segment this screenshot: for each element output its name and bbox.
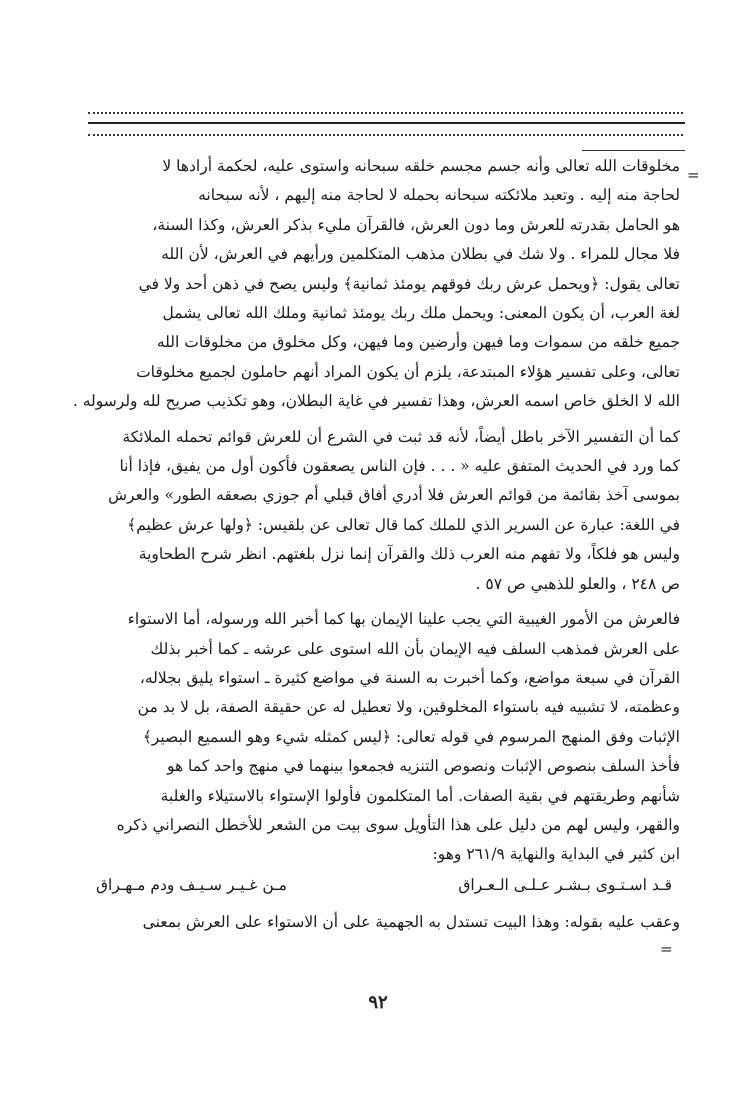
text-line: على العرش فمذهب السلف فيه الإيمان بأن الله استوى على عرشه ـ كما أخبر بذلك [150, 639, 680, 658]
header-solid-rule [88, 122, 685, 124]
paragraph-3 [56, 605, 680, 870]
paragraph-closing [56, 908, 680, 937]
text-line: فأخذ السلف بنصوص الإثبات ونصوص التنزيه فجمعوا بينهما في منهج واحد كما هو [166, 757, 680, 776]
text-line: فالعرش من الأمور الغيبية التي يجب علينا الإيمان بها كما أخبر الله ورسوله، أما الاستواء [127, 610, 680, 629]
continuation-mark-top: = [687, 166, 700, 184]
text-line: وليس هو فلكاً، ولا تفهم منه العرب ذلك والقرآن إنما نزل بلغتهم. انظر شرح الطحاوية [138, 545, 680, 564]
text-line: والقهر، وليس لهم من دليل على هذا التأويل سوى بيت من الشعر للأخطل النصراني ذكره [116, 815, 680, 834]
text-line: تعالى، وعلى تفسير هؤلاء المبتدعة، يلزم أن يكون المراد أنهم حاملون لجميع مخلوقات [136, 362, 680, 381]
text-line: في اللغة: عبارة عن السرير الذي للملك كما قال تعالى عن بلقيس: ﴿ولها عرش عظيم﴾ [127, 515, 680, 534]
verse-second-hemistich: مـن غـيـر سـيـف ودم مـهـراق [96, 875, 287, 894]
text-line: تعالى يقول: ﴿ويحمل عرش ربك فوقهم يومئذ ثمانية﴾ وليس يصح في ذهن أحد ولا في [138, 274, 680, 293]
text-line: جميع خلقه من سموات وما فيهن وأرضين وما فيهن، وكل مخلوق من مخلوقات الله [156, 333, 680, 352]
text-line: مخلوقات الله تعالى وأنه جسم مجسم خلقه سبحانه واستوى عليه، لحكمة أرادها لا [162, 157, 680, 175]
text-line: لغة العرب، أن يكون المعنى: ويحمل ملك ربك يومئذ ثمانية وملك الله تعالى يشمل [162, 304, 680, 323]
text-line: كما أن التفسير الآخر باطل أيضاً، لأنه قد ثبت في الشرع أن للعرش قوائم تحمله الملائكة [122, 427, 680, 446]
text-line: القرآن في سبعة مواضع، وكما أخبرت به السنة في مواضع كثيرة ـ استواء يليق بجلاله، [139, 668, 680, 687]
text-line: لحاجة منه إليه . وتعبد ملائكته سبحانه بحمله لا لحاجة منه إليهم ، لأنه سبحانه [198, 186, 680, 205]
poetry-verse [56, 870, 680, 900]
text-line: فلا مجال للمراء . ولا شك في بطلان مذهب المتكلمين ورأيهم في العرش، لأن الله [161, 245, 680, 264]
text-line: هو الحامل بقدرته للعرش وما دون العرش، فالقرآن مليء بذكر العرش، وكذا السنة، [152, 215, 680, 234]
page-number: ٩٢ [368, 992, 388, 1013]
text-line: الإثبات وفق المنهج المرسوم في قوله تعالى: ﴿ليس كمثله شيء وهو السميع البصير﴾ [142, 727, 680, 746]
paragraph-1 [56, 152, 680, 417]
footnote-separator-rule [582, 150, 685, 151]
text-line: الله لا الخلق خاص اسمه العرش، وهذا تفسير في غاية البطلان، وهو تكذيب صريح لله ولرسوله . [72, 392, 680, 411]
text-line: كما ورد في الحديث المتفق عليه « . . . فإن الناس يصعقون فأكون أول من يفيق، فإذا أنا [119, 457, 680, 476]
paragraph-2 [56, 423, 680, 599]
text-line: شأنهم وطريقتهم في بقية الصفات. أما المتكلمون فأولوا الإستواء بالاستيلاء والغلبة [160, 786, 680, 805]
text-line: ابن كثير في البداية والنهاية ٢٦١/٩ وهو: [432, 845, 680, 864]
continuation-mark-bottom: = [660, 940, 673, 958]
header-dotted-rule-bottom [88, 134, 683, 136]
text-line: ص ٢٤٨ ، والعلو للذهبي ص ٥٧ . [475, 574, 680, 593]
text-line: وعقب عليه بقوله: وهذا البيت تستدل به الجهمية على أن الاستواء على العرش بمعنى [142, 912, 680, 931]
text-line: وعظمته، لا تشبيه فيه باستواء المخلوقين، ولا تعطيل له عن حقيقة الصفة، بل لا بد من [137, 698, 680, 717]
text-line: بموسى آخذ بقائمة من قوائم العرش فلا أدري أفاق قبلي أم جوزي بصعقه الطور» والعرش [108, 486, 680, 505]
footnote-body [56, 152, 680, 937]
verse-first-hemistich: قـد اسـتـوى بـشـر عـلـى الـعـراق [458, 875, 672, 894]
header-dotted-rule-top [88, 112, 683, 114]
